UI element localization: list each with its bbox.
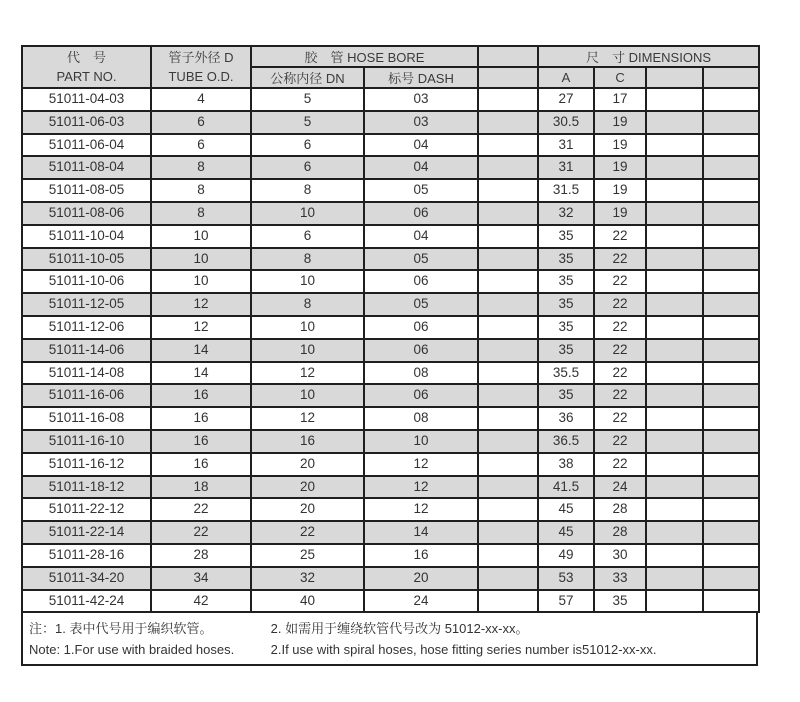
cell-part-no: 51011-16-12	[22, 453, 151, 476]
cell-dim-a: 49	[538, 544, 594, 567]
table-row	[22, 270, 759, 293]
cell-dim-a: 36	[538, 407, 594, 430]
cell-spacer-2	[646, 316, 703, 339]
cell-part-no: 51011-10-05	[22, 248, 151, 271]
cell-dim-c: 22	[594, 339, 646, 362]
cell-dn: 25	[251, 544, 364, 567]
cell-spacer-3	[703, 316, 759, 339]
cell-spacer-1	[478, 179, 538, 202]
cell-dim-a: 35	[538, 248, 594, 271]
cell-spacer-2	[646, 567, 703, 590]
cell-spacer-2	[646, 111, 703, 134]
cell-spacer-2	[646, 88, 703, 111]
table-row	[22, 544, 759, 567]
cell-spacer-2	[646, 156, 703, 179]
table-row	[22, 567, 759, 590]
cell-spacer-2	[646, 430, 703, 453]
group-header-dimensions: 尺 寸 DIMENSIONS	[538, 46, 759, 67]
cell-dn: 10	[251, 339, 364, 362]
cell-dn: 12	[251, 362, 364, 385]
cell-spacer-1	[478, 521, 538, 544]
cell-spacer-2	[646, 248, 703, 271]
note-cn-2: 2. 如需用于缠绕软管代号改为 51012-xx-xx。	[270, 621, 529, 637]
cell-dash: 03	[364, 111, 478, 134]
cell-dn: 20	[251, 498, 364, 521]
cell-dim-a: 36.5	[538, 430, 594, 453]
cell-spacer-3	[703, 453, 759, 476]
cell-part-no: 51011-06-04	[22, 134, 151, 157]
cell-dn: 10	[251, 270, 364, 293]
cell-spacer-3	[703, 88, 759, 111]
cell-tube-od: 12	[151, 316, 251, 339]
table-row	[22, 134, 759, 157]
cell-dim-c: 19	[594, 179, 646, 202]
cell-spacer-2	[646, 225, 703, 248]
cell-dim-c: 22	[594, 316, 646, 339]
cell-dim-a: 41.5	[538, 476, 594, 499]
cell-spacer-2	[646, 453, 703, 476]
cell-part-no: 51011-12-05	[22, 293, 151, 316]
table-row	[22, 521, 759, 544]
cell-tube-od: 16	[151, 407, 251, 430]
cell-dn: 5	[251, 88, 364, 111]
header-spacer-mid	[478, 67, 538, 88]
cell-dim-a: 53	[538, 567, 594, 590]
table-row	[22, 407, 759, 430]
cell-dim-a: 35	[538, 316, 594, 339]
table-row	[22, 293, 759, 316]
cell-dn: 12	[251, 407, 364, 430]
cell-dash: 06	[364, 270, 478, 293]
cell-dn: 32	[251, 567, 364, 590]
cell-spacer-2	[646, 384, 703, 407]
cell-dash: 05	[364, 293, 478, 316]
cell-dash: 05	[364, 248, 478, 271]
note-en-1: Note: 1.For use with braided hoses.	[29, 642, 235, 658]
header-spacer-top	[478, 46, 538, 67]
cell-spacer-1	[478, 156, 538, 179]
table-row	[22, 498, 759, 521]
cell-dim-c: 22	[594, 248, 646, 271]
cell-dim-a: 35	[538, 270, 594, 293]
tube-od-label-cn: 管子外径 D	[168, 50, 234, 65]
cell-spacer-3	[703, 270, 759, 293]
cell-spacer-2	[646, 293, 703, 316]
table-row	[22, 248, 759, 271]
header-spacer-right-1	[646, 67, 703, 88]
cell-tube-od: 34	[151, 567, 251, 590]
group-header-hose-bore: 胶 管 HOSE BORE	[251, 46, 478, 67]
cell-spacer-2	[646, 134, 703, 157]
cell-spacer-3	[703, 134, 759, 157]
cell-dim-c: 19	[594, 134, 646, 157]
cell-dn: 40	[251, 590, 364, 613]
cell-dim-c: 22	[594, 430, 646, 453]
cell-part-no: 51011-42-24	[22, 590, 151, 613]
cell-part-no: 51011-18-12	[22, 476, 151, 499]
cell-dn: 22	[251, 521, 364, 544]
cell-spacer-2	[646, 202, 703, 225]
cell-spacer-1	[478, 567, 538, 590]
table-row	[22, 225, 759, 248]
cell-spacer-3	[703, 590, 759, 613]
part-no-label-cn: 代 号	[66, 50, 106, 65]
cell-part-no: 51011-10-06	[22, 270, 151, 293]
cell-dim-a: 30.5	[538, 111, 594, 134]
cell-spacer-3	[703, 476, 759, 499]
cell-dash: 12	[364, 453, 478, 476]
cell-tube-od: 14	[151, 339, 251, 362]
table-row	[22, 384, 759, 407]
cell-spacer-2	[646, 179, 703, 202]
cell-part-no: 51011-08-04	[22, 156, 151, 179]
cell-part-no: 51011-14-08	[22, 362, 151, 385]
cell-tube-od: 4	[151, 88, 251, 111]
cell-dim-c: 19	[594, 156, 646, 179]
cell-dash: 12	[364, 476, 478, 499]
cell-spacer-1	[478, 316, 538, 339]
cell-dn: 10	[251, 202, 364, 225]
cell-dash: 03	[364, 88, 478, 111]
cell-spacer-3	[703, 521, 759, 544]
cell-dim-a: 35	[538, 384, 594, 407]
cell-spacer-2	[646, 339, 703, 362]
table-row	[22, 111, 759, 134]
cell-dim-c: 22	[594, 270, 646, 293]
cell-dim-c: 22	[594, 407, 646, 430]
cell-dn: 8	[251, 179, 364, 202]
cell-spacer-2	[646, 476, 703, 499]
cell-spacer-1	[478, 339, 538, 362]
cell-dn: 6	[251, 225, 364, 248]
cell-spacer-1	[478, 248, 538, 271]
cell-tube-od: 28	[151, 544, 251, 567]
table-row	[22, 430, 759, 453]
cell-spacer-3	[703, 202, 759, 225]
cell-dim-c: 22	[594, 293, 646, 316]
cell-part-no: 51011-28-16	[22, 544, 151, 567]
cell-tube-od: 16	[151, 384, 251, 407]
cell-tube-od: 16	[151, 453, 251, 476]
col-header-part-no	[22, 46, 151, 88]
cell-dash: 04	[364, 134, 478, 157]
cell-spacer-3	[703, 430, 759, 453]
cell-dn: 8	[251, 248, 364, 271]
cell-tube-od: 8	[151, 179, 251, 202]
cell-part-no: 51011-16-06	[22, 384, 151, 407]
cell-dim-a: 35	[538, 293, 594, 316]
cell-dash: 12	[364, 498, 478, 521]
cell-tube-od: 22	[151, 498, 251, 521]
note-line-cn	[29, 618, 752, 639]
note-cn-1: 注：1. 表中代号用于编织软管。	[29, 621, 213, 637]
cell-dash: 16	[364, 544, 478, 567]
cell-dim-c: 30	[594, 544, 646, 567]
cell-tube-od: 8	[151, 156, 251, 179]
cell-dim-c: 22	[594, 384, 646, 407]
cell-spacer-3	[703, 156, 759, 179]
table-row	[22, 88, 759, 111]
cell-dim-a: 45	[538, 521, 594, 544]
cell-dash: 14	[364, 521, 478, 544]
cell-spacer-1	[478, 362, 538, 385]
cell-spacer-2	[646, 362, 703, 385]
cell-spacer-3	[703, 293, 759, 316]
cell-dim-a: 31	[538, 134, 594, 157]
cell-dash: 06	[364, 316, 478, 339]
cell-dash: 06	[364, 339, 478, 362]
cell-part-no: 51011-14-06	[22, 339, 151, 362]
cell-part-no: 51011-22-12	[22, 498, 151, 521]
cell-dash: 06	[364, 202, 478, 225]
cell-dim-a: 31	[538, 156, 594, 179]
cell-spacer-1	[478, 384, 538, 407]
col-header-a: A	[538, 67, 594, 88]
cell-dn: 5	[251, 111, 364, 134]
cell-tube-od: 18	[151, 476, 251, 499]
cell-spacer-1	[478, 225, 538, 248]
cell-dash: 04	[364, 156, 478, 179]
notes-box	[21, 611, 758, 666]
cell-tube-od: 42	[151, 590, 251, 613]
header-spacer-right-2	[703, 67, 759, 88]
cell-dim-a: 35.5	[538, 362, 594, 385]
cell-dash: 20	[364, 567, 478, 590]
cell-dash: 08	[364, 362, 478, 385]
cell-tube-od: 10	[151, 270, 251, 293]
cell-dim-c: 28	[594, 521, 646, 544]
cell-dash: 05	[364, 179, 478, 202]
cell-dn: 6	[251, 156, 364, 179]
spec-table	[21, 45, 760, 613]
cell-spacer-1	[478, 134, 538, 157]
cell-dim-c: 33	[594, 567, 646, 590]
cell-spacer-1	[478, 476, 538, 499]
note-en-2: 2.If use with spiral hoses, hose fitting series number is51012-xx-xx.	[270, 642, 657, 658]
cell-part-no: 51011-08-05	[22, 179, 151, 202]
cell-dim-a: 45	[538, 498, 594, 521]
note-line-en	[29, 639, 752, 660]
cell-dim-a: 27	[538, 88, 594, 111]
cell-spacer-1	[478, 453, 538, 476]
cell-dash: 08	[364, 407, 478, 430]
cell-spacer-3	[703, 384, 759, 407]
cell-dn: 10	[251, 316, 364, 339]
table-row	[22, 590, 759, 613]
cell-dim-c: 17	[594, 88, 646, 111]
cell-dim-c: 19	[594, 202, 646, 225]
cell-tube-od: 10	[151, 225, 251, 248]
cell-dim-c: 22	[594, 362, 646, 385]
cell-spacer-3	[703, 544, 759, 567]
cell-spacer-3	[703, 498, 759, 521]
cell-dn: 6	[251, 134, 364, 157]
cell-tube-od: 12	[151, 293, 251, 316]
cell-dim-a: 38	[538, 453, 594, 476]
cell-tube-od: 16	[151, 430, 251, 453]
cell-spacer-1	[478, 498, 538, 521]
col-header-dash: 标号 DASH	[364, 67, 478, 88]
table-row	[22, 339, 759, 362]
cell-dim-a: 32	[538, 202, 594, 225]
col-header-c: C	[594, 67, 646, 88]
cell-spacer-2	[646, 521, 703, 544]
cell-dim-c: 28	[594, 498, 646, 521]
cell-dim-a: 35	[538, 339, 594, 362]
col-header-tube-od	[151, 46, 251, 88]
cell-part-no: 51011-08-06	[22, 202, 151, 225]
cell-dim-a: 31.5	[538, 179, 594, 202]
table-row	[22, 316, 759, 339]
cell-part-no: 51011-16-08	[22, 407, 151, 430]
cell-part-no: 51011-04-03	[22, 88, 151, 111]
cell-spacer-1	[478, 88, 538, 111]
cell-dash: 04	[364, 225, 478, 248]
table-row	[22, 362, 759, 385]
cell-dim-c: 19	[594, 111, 646, 134]
table-header	[22, 46, 759, 88]
cell-spacer-3	[703, 225, 759, 248]
cell-spacer-1	[478, 202, 538, 225]
tube-od-label-en: TUBE O.D.	[168, 69, 234, 84]
cell-spacer-1	[478, 293, 538, 316]
cell-part-no: 51011-22-14	[22, 521, 151, 544]
cell-tube-od: 8	[151, 202, 251, 225]
cell-spacer-1	[478, 111, 538, 134]
cell-dim-c: 22	[594, 453, 646, 476]
table-row	[22, 202, 759, 225]
cell-part-no: 51011-06-03	[22, 111, 151, 134]
part-no-label-en: PART NO.	[56, 69, 117, 84]
cell-tube-od: 6	[151, 134, 251, 157]
cell-spacer-2	[646, 270, 703, 293]
cell-spacer-2	[646, 407, 703, 430]
table-row	[22, 476, 759, 499]
cell-dash: 10	[364, 430, 478, 453]
spec-sheet	[21, 45, 758, 666]
cell-dash: 06	[364, 384, 478, 407]
cell-spacer-1	[478, 270, 538, 293]
cell-tube-od: 6	[151, 111, 251, 134]
cell-dim-c: 24	[594, 476, 646, 499]
cell-spacer-3	[703, 567, 759, 590]
cell-spacer-1	[478, 590, 538, 613]
cell-spacer-1	[478, 430, 538, 453]
cell-dim-c: 22	[594, 225, 646, 248]
cell-dn: 8	[251, 293, 364, 316]
cell-spacer-2	[646, 498, 703, 521]
cell-dim-c: 35	[594, 590, 646, 613]
cell-part-no: 51011-16-10	[22, 430, 151, 453]
cell-dash: 24	[364, 590, 478, 613]
cell-part-no: 51011-10-04	[22, 225, 151, 248]
table-body	[22, 88, 759, 612]
col-header-dn: 公称内径 DN	[251, 67, 364, 88]
cell-part-no: 51011-34-20	[22, 567, 151, 590]
cell-spacer-3	[703, 179, 759, 202]
cell-part-no: 51011-12-06	[22, 316, 151, 339]
cell-spacer-3	[703, 248, 759, 271]
cell-dn: 20	[251, 476, 364, 499]
cell-dn: 20	[251, 453, 364, 476]
cell-spacer-3	[703, 362, 759, 385]
cell-tube-od: 22	[151, 521, 251, 544]
cell-dim-a: 57	[538, 590, 594, 613]
table-row	[22, 179, 759, 202]
cell-dn: 16	[251, 430, 364, 453]
cell-spacer-3	[703, 407, 759, 430]
cell-tube-od: 10	[151, 248, 251, 271]
cell-spacer-3	[703, 111, 759, 134]
cell-tube-od: 14	[151, 362, 251, 385]
cell-dn: 10	[251, 384, 364, 407]
table-row	[22, 156, 759, 179]
cell-spacer-3	[703, 339, 759, 362]
cell-spacer-1	[478, 407, 538, 430]
cell-spacer-2	[646, 590, 703, 613]
cell-spacer-2	[646, 544, 703, 567]
cell-spacer-1	[478, 544, 538, 567]
table-row	[22, 453, 759, 476]
cell-dim-a: 35	[538, 225, 594, 248]
